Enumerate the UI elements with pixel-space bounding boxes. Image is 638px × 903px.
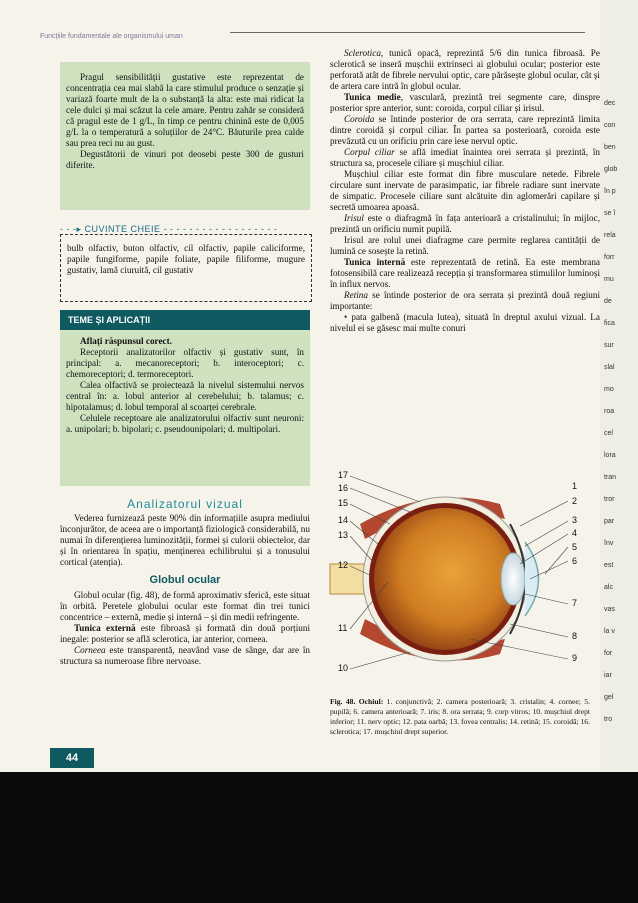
adjacent-page-fragment: rela — [604, 232, 616, 239]
adjacent-page-fragment: alc — [604, 584, 613, 591]
lens — [501, 553, 525, 605]
adjacent-page-fragment: lora — [604, 452, 616, 459]
adjacent-page-fragment: for — [604, 650, 613, 657]
label-17: 17 — [338, 470, 349, 480]
right-column-text — [330, 48, 600, 334]
right-column-paragraph: • pata galbenă (macula lutea), situată în dreptul axului vizual. La nivelul ei se găsesc mai multe conuri — [330, 312, 600, 333]
label-10: 10 — [338, 663, 349, 673]
adjacent-page-fragment: sur — [604, 342, 614, 349]
adjacent-page-fragment: ben — [604, 144, 616, 151]
intro-paragraph: Degustătorii de vinuri pot deosebi peste 300 de gusturi diferite. — [66, 149, 304, 170]
right-column-paragraph: Tunica internă este reprezentată de retină. Ea este membrana fotosensibilă care realizează recepția și transformarea stimulilor luminoși în influx nervos. — [330, 257, 600, 289]
keywords-text: bulb olfactiv, buton olfactiv, cil olfactiv, papile caliciforme, papile fungiforme, papile foliate, papile filiforme, mugure gustativ, lamă ciuruită, cil gustativ — [67, 243, 305, 275]
label-1: 1 — [572, 481, 578, 491]
intro-paragraph: Pragul sensibilității gustative este reprezentat de concentrația cea mai slabă la care stimulul produce o senzație și variază foarte mult de la o substanță la alta: este mai ridicat la cele dulci și mai scăzut la cele amare. Pentru zahăr se consideră că pragul este de 1 g/L, în timp ce pentru chinină este de 0,005 g/L la o temperatură a soluțiilor de 24°C. Băuturile prea calde sau prea reci nu au gust. — [66, 72, 304, 148]
label-3: 3 — [572, 515, 578, 525]
right-column-paragraph: Mușchiul ciliar este format din fibre musculare netede. Fibrele circulare sunt inervate de parasimpatic, iar fibrele radiare sunt inervate de simpatic. Procesele ciliare sunt alcătuite din aglomerări capilare și secretă umoarea apoasă. — [330, 169, 600, 212]
keywords-title: - - -▸ CUVINTE CHEIE - - - - - - - - - - - - - - - - - - — [60, 224, 278, 234]
section-visual-text: Vederea furnizează peste 90% din informațiile asupra mediului înconjurător, de aceea are o importanță fiziologică considerabilă, nu numai în diferențierea luminozității, formei și culorii obiectelor, dar și în orientarea în spațiu, menținerea echilibrului și a tonusului cortical (atenția). — [60, 513, 310, 567]
running-header-text: Funcțiile fundamentale ale organismului uman — [40, 33, 183, 40]
label-6: 6 — [572, 556, 578, 566]
right-column-paragraph: Corpul ciliar se află imediat înaintea orei serrata și prezintă, în structura sa, procesele ciliare și mușchiul ciliar. — [330, 147, 600, 168]
exercises-box — [60, 330, 310, 486]
adjacent-page-fragment: la v — [604, 628, 615, 635]
adjacent-page-fragment: con — [604, 122, 616, 129]
adjacent-page-fragment: mu — [604, 276, 614, 283]
adjacent-page-strip — [600, 0, 638, 772]
adjacent-page-fragment: de — [604, 298, 612, 305]
retina-vitreous — [374, 508, 516, 650]
adjacent-page-fragment: în p — [604, 188, 616, 195]
adjacent-page-fragment: tran — [604, 474, 617, 481]
adjacent-page-fragment: forr — [604, 254, 615, 261]
keywords-arrow-icon: - - -▸ — [60, 224, 82, 234]
adjacent-page-fragment: gel — [604, 694, 614, 701]
keywords-box — [60, 234, 312, 302]
header-rule — [230, 32, 585, 33]
adjacent-page-fragment: se î — [604, 210, 616, 217]
adjacent-page-fragment: dec — [604, 100, 616, 107]
exercises-intro: Aflați răspunsul corect. — [80, 336, 172, 346]
intro-box — [60, 62, 310, 210]
adjacent-page-fragment: cel — [604, 430, 613, 437]
page-number: 44 — [50, 748, 94, 768]
label-15: 15 — [338, 498, 349, 508]
adjacent-page-fragment: tror — [604, 496, 615, 503]
right-column-paragraph: Tunica medie, vasculară, prezintă trei segmente care, dinspre posterior spre anterior, sunt: coroida, corpul ciliar și irisul. — [330, 92, 600, 113]
label-2: 2 — [572, 496, 578, 506]
label-8: 8 — [572, 631, 578, 641]
section-title-globe: Globul ocular — [149, 574, 221, 586]
adjacent-page-fragment: tro — [604, 716, 613, 723]
exercises-title: TEME ȘI APLICAȚII — [60, 310, 310, 330]
section-title-visual: Analizatorul vizual — [127, 497, 243, 511]
running-header — [40, 25, 585, 40]
keywords-title-text: CUVINTE CHEIE — [84, 224, 161, 234]
adjacent-page-fragment: roa — [604, 408, 615, 415]
adjacent-page-fragment: vas — [604, 606, 615, 613]
adjacent-page-fragment: iar — [604, 672, 612, 679]
label-16: 16 — [338, 483, 349, 493]
scan-background — [0, 772, 638, 903]
adjacent-page-fragment: mo — [604, 386, 614, 393]
label-4: 4 — [572, 528, 578, 538]
right-column-paragraph: Sclerotica, tunică opacă, reprezintă 5/6 din tunica fibroasă. Pe sclerotică se inseră mușchii extrinseci ai globului ocular; posterior este perforată atât de fibrele nervului optic, care părăsește globul ocular, cât și de artera care intră în globul ocular. — [330, 48, 600, 91]
right-column-paragraph: Retina se întinde posterior de ora serrata și prezintă două regiuni importante: — [330, 290, 600, 311]
adjacent-page-fragment: est — [604, 562, 614, 569]
right-column-paragraph: Irisul are rolul unei diafragme care permite reglarea cantității de lumină ce sosește la retină. — [330, 235, 600, 256]
right-column-paragraph: Coroida se întinde posterior de ora serrata, care reprezintă limita dintre coroidă și corpul ciliar. În partea sa posterioară, coroida este prevăzută cu un orificiu prin care iese nervul optic. — [330, 114, 600, 146]
figure-caption: Fig. 48. Ochiul: 1. conjunctivă; 2. camera posterioară; 3. cristalin; 4. cornee; 5. pupilă; 6. camera anterioară; 7. iris; 8. ora serrata; 9. corp vitros; 10. mușchiul drept inferior; 11. nerv optic; 12. pata oarbă; 13. fovea centralis; 14. retină; 15. coroidă; 16. sclerotica; 17. mușchiul drept superior. — [330, 697, 590, 736]
cornea — [525, 542, 539, 616]
label-9: 9 — [572, 653, 578, 663]
eye-figure — [320, 464, 590, 694]
adjacent-page-fragment: fica — [604, 320, 615, 327]
adjacent-page-fragment: înv — [604, 540, 614, 547]
exercise-item: Calea olfactivă se proiectează la nivelul sistemului nervos central în: a. lobul anterior al cerebelului; b. talamus; c. hipotalamus; d. lobul temporal al scoarței cerebrale. — [66, 380, 304, 412]
exercise-item: Celulele receptoare ale analizatorului olfactiv sunt neuroni: a. unipolari; b. bipolari; c. pseudounipolari; d. multipolari. — [66, 413, 304, 434]
label-11: 11 — [338, 623, 348, 633]
adjacent-page-fragment: glob — [604, 166, 618, 173]
eye-diagram-svg — [320, 464, 590, 694]
right-column-paragraph: Irisul este o diafragmă în fața anterioară a cristalinului; în mijloc, prezintă un orificiu numit pupilă. — [330, 213, 600, 234]
label-7: 7 — [572, 598, 578, 608]
label-5: 5 — [572, 542, 578, 552]
adjacent-page-fragment: slal — [604, 364, 615, 371]
exercise-item: Receptorii analizatorilor olfactiv și gustativ sunt, în principal: a. mecanoreceptori; b. interoceptori; c. chemoreceptori; d. termoreceptori. — [66, 347, 304, 379]
adjacent-page-fragment: par — [604, 518, 615, 525]
section-globe-text: Globul ocular (fig. 48), de formă aproximativ sferică, este situat în orbită. Peretele globului ocular este format din trei tunici concentrice – externă, medie și internă – și din medii refringente. Tunica externă este fibroasă și formată din două porțiuni inegale: posterior se află sclerotica, iar anterior, corneea. Corneea este transparentă, neavând vase de sânge, dar are în structura sa numeroase fibre nervoase. — [60, 590, 310, 666]
label-13: 13 — [338, 530, 349, 540]
label-14: 14 — [338, 515, 349, 525]
label-12: 12 — [338, 560, 349, 570]
